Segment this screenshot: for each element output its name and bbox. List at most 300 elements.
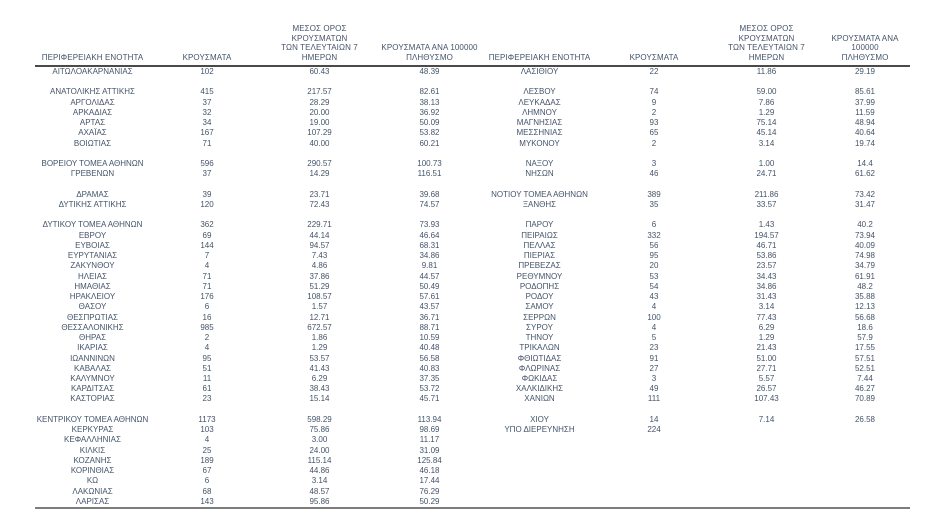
avg7-value-right: 77.43 (756, 312, 777, 322)
avg7-value-right (713, 497, 820, 508)
avg7-value-left: 15.14 (309, 394, 330, 404)
col-header-region-left (35, 24, 150, 66)
spacer-row (35, 405, 910, 415)
cases-value-right: 93 (649, 118, 659, 128)
per100k-value-left: 76.29 (419, 486, 440, 496)
avg7-value-right (713, 435, 820, 445)
per100k-value-left: 39.68 (419, 189, 440, 199)
per100k-value-right (820, 210, 910, 220)
per100k-value-right: 48.2 (857, 281, 873, 291)
per100k-value-left: 74.57 (419, 200, 440, 209)
region-name-left: ΚΟΡΙΝΘΙΑΣ (70, 466, 115, 476)
avg7-value-right (713, 405, 820, 415)
cases-value-right (595, 405, 713, 415)
cases-value-right: 53 (649, 271, 659, 281)
per100k-value-right: 14.4 (857, 159, 873, 169)
per100k-value-left: 40.48 (419, 343, 440, 353)
region-name-right: ΤΡΙΚΑΛΩΝ (519, 343, 560, 353)
cases-value-left: 7 (204, 251, 210, 261)
cases-value-right (595, 476, 713, 486)
table-row (35, 364, 910, 374)
table-row (35, 354, 910, 364)
col-header-per100k-right (820, 24, 910, 66)
avg7-value-right: 75.14 (756, 118, 777, 128)
per100k-value-left: 43.57 (419, 302, 440, 312)
per100k-value-right: 40.09 (854, 240, 876, 250)
avg7-value-left: 44.14 (309, 230, 330, 240)
per100k-value-left: 38.13 (419, 97, 440, 107)
per100k-value-right: 11.59 (855, 107, 875, 117)
per100k-value-right: 56.68 (854, 312, 876, 322)
per100k-value-left: 125.84 (417, 455, 442, 465)
cases-value-right: 49 (649, 384, 659, 394)
region-name-left: ΔΥΤΙΚΗΣ ΑΤΤΙΚΗΣ (58, 200, 127, 209)
cases-value-right: 20 (649, 261, 659, 271)
cases-value-left: 95 (202, 353, 212, 363)
avg7-value-right (713, 466, 820, 476)
table-row (35, 282, 910, 292)
region-name-right: ΠΙΕΡΙΑΣ (523, 251, 556, 261)
cases-value-left: 71 (202, 138, 212, 148)
per100k-value-left: 50.09 (419, 118, 440, 128)
per100k-value-left: 82.61 (419, 87, 440, 97)
avg7-value-right (713, 149, 820, 159)
avg7-value-right: 11.86 (756, 67, 777, 76)
per100k-value-left: 100.73 (417, 159, 442, 169)
table-row (35, 476, 910, 486)
per100k-value-left: 44.57 (419, 271, 440, 281)
cases-value-right: 224 (647, 425, 661, 435)
per100k-value-left: 46.64 (419, 230, 440, 240)
per100k-value-right: 40.64 (854, 128, 876, 138)
avg7-value-right: 59.00 (756, 87, 777, 97)
col-header-region-right (484, 24, 595, 66)
avg7-value-right (713, 210, 820, 220)
cases-value-right: 65 (649, 128, 659, 138)
cases-value-left: 16 (202, 312, 212, 322)
per100k-value-left: 88.71 (419, 322, 440, 332)
per100k-value-right: 29.19 (854, 67, 876, 76)
region-name-right: ΦΛΩΡΙΝΑΣ (518, 363, 561, 373)
cases-value-left: 144 (200, 240, 214, 250)
per100k-value-right: 61.62 (854, 169, 876, 179)
region-name-right: ΧΑΝΙΩΝ (524, 394, 555, 404)
per100k-value-right (820, 446, 910, 456)
avg7-value-right: 31.43 (756, 292, 777, 302)
avg7-value-left: 3.00 (311, 435, 328, 445)
cases-value-left: 120 (200, 200, 214, 209)
region-name-left: ΚΕΝΤΡΙΚΟΥ ΤΟΜΕΑ ΑΘΗΝΩΝ (36, 414, 149, 424)
avg7-value-right: 53.86 (756, 251, 777, 261)
per100k-value-right: 26.58 (854, 414, 876, 424)
avg7-value-right: 3.14 (758, 138, 775, 148)
cases-value-left: 71 (202, 271, 212, 281)
per100k-value-right (820, 476, 910, 486)
region-name-left: ΘΕΣΣΑΛΟΝΙΚΗΣ (61, 322, 124, 332)
table-row (35, 466, 910, 476)
region-name-right (484, 77, 595, 87)
per100k-value-right: 37.99 (854, 97, 876, 107)
cases-value-right: 3 (651, 159, 657, 169)
per100k-value-right: 57.9 (857, 333, 873, 343)
region-name-left: ΓΡΕΒΕΝΩΝ (70, 169, 115, 179)
region-name-right: ΠΕΙΡΑΙΩΣ (521, 230, 558, 240)
col-header-per100k-left-line2: ΠΛΗΘΥΣΜΟ (406, 52, 453, 62)
per100k-value-right: 17.55 (854, 343, 876, 353)
avg7-value-left: 19.00 (309, 118, 330, 128)
col-header-per100k-left (375, 24, 484, 66)
per100k-value-right: 70.89 (854, 394, 876, 404)
col-header-avg7-right (713, 24, 820, 66)
region-name-right: ΜΥΚΟΝΟΥ (519, 138, 560, 148)
per100k-value-right: 19.74 (854, 138, 876, 148)
region-name-left (35, 180, 150, 190)
avg7-value-right: 3.14 (758, 302, 775, 312)
region-name-left: ΚΙΛΚΙΣ (79, 445, 106, 455)
cases-value-right (595, 497, 713, 508)
region-name-right: ΝΟΤΙΟΥ ΤΟΜΕΑ ΑΘΗΝΩΝ (491, 189, 588, 199)
per100k-value-left: 45.71 (419, 394, 440, 404)
per100k-value-right: 57.51 (854, 353, 876, 363)
region-name-right: ΧΑΛΚΙΔΙΚΗΣ (515, 384, 564, 394)
region-name-right (484, 466, 595, 476)
region-name-left: ΚΩ (86, 476, 99, 486)
region-name-left: ΔΡΑΜΑΣ (76, 189, 109, 199)
cases-value-right: 35 (649, 200, 659, 209)
per100k-value-right: 52.51 (854, 363, 876, 373)
per100k-value-right (820, 487, 910, 497)
avg7-value-right: 5.57 (758, 373, 775, 383)
region-name-right: ΠΑΡΟΥ (525, 220, 554, 230)
cases-value-left: 4 (204, 261, 210, 271)
col-header-region-left-label: ΠΕΡΙΦΕΡΕΙΑΚΗ ΕΝΟΤΗΤΑ (41, 52, 144, 62)
per100k-value-left: 17.44 (419, 476, 440, 486)
region-name-left: ΚΕΦΑΛΛΗΝΙΑΣ (64, 435, 121, 445)
regional-cases-table (35, 24, 910, 509)
cases-value-left: 23 (202, 394, 212, 404)
per100k-value-left: 11.17 (419, 435, 440, 445)
cases-value-left: 4 (204, 435, 210, 445)
per100k-value-left (375, 405, 484, 415)
avg7-value-left (264, 149, 375, 159)
cases-value-right (595, 77, 713, 87)
avg7-value-left: 40.00 (309, 138, 330, 148)
cases-value-right: 56 (649, 240, 659, 250)
avg7-value-left: 37.86 (309, 271, 330, 281)
avg7-value-right: 34.43 (756, 271, 777, 281)
cases-value-right: 332 (647, 230, 661, 240)
col-header-avg7-left-line2: ΤΩΝ ΤΕΛΕΥΤΑΙΩΝ 7 ΗΜΕΡΩΝ (281, 43, 358, 62)
region-name-right: ΜΕΣΣΗΝΙΑΣ (516, 128, 563, 138)
region-name-left: ΔΥΤΙΚΟΥ ΤΟΜΕΑ ΑΘΗΝΩΝ (42, 220, 143, 230)
per100k-value-right (820, 456, 910, 466)
per100k-value-right: 40.2 (857, 220, 873, 230)
per100k-value-left (375, 77, 484, 87)
per100k-value-right: 34.79 (854, 261, 876, 271)
per100k-value-right: 48.94 (854, 118, 876, 128)
table-row (35, 415, 910, 425)
region-name-left: ΛΑΡΙΣΑΣ (35, 497, 150, 508)
avg7-value-left: 60.43 (309, 67, 330, 76)
avg7-value-right: 27.71 (756, 363, 777, 373)
cases-value-right (595, 466, 713, 476)
cases-value-right: 23 (649, 343, 659, 353)
per100k-value-left: 36.92 (419, 107, 440, 117)
avg7-value-left: 1.29 (311, 343, 328, 353)
avg7-value-right (713, 77, 820, 87)
col-header-region-right-label: ΠΕΡΙΦΕΡΕΙΑΚΗ ΕΝΟΤΗΤΑ (488, 52, 591, 62)
region-name-left: ΑΡΓΟΛΙΔΑΣ (70, 97, 115, 107)
region-name-right: ΣΕΡΡΩΝ (523, 312, 556, 322)
region-name-right: ΜΑΓΝΗΣΙΑΣ (516, 118, 563, 128)
region-name-right: ΡΟΔΟΥ (525, 292, 554, 302)
region-name-left: ΕΥΡΥΤΑΝΙΑΣ (67, 251, 118, 261)
avg7-value-right: 7.86 (758, 97, 775, 107)
cases-value-right: 91 (649, 353, 659, 363)
cases-value-right: 389 (647, 189, 661, 199)
avg7-value-left: 23.71 (309, 189, 330, 199)
cases-value-left: 51 (202, 363, 212, 373)
table-row (35, 497, 910, 508)
per100k-value-left: 98.69 (419, 425, 440, 435)
table-row (35, 98, 910, 108)
region-name-left: ΚΑΒΑΛΑΣ (74, 363, 111, 373)
region-name-right: ΛΕΣΒΟΥ (523, 87, 556, 97)
region-name-right (484, 435, 595, 445)
per100k-value-left (375, 149, 484, 159)
cases-value-right: 100 (647, 312, 661, 322)
cases-value-right: 5 (651, 333, 657, 343)
per100k-value-right: 74.98 (854, 251, 876, 261)
table-row (35, 446, 910, 456)
table-row (35, 394, 910, 404)
avg7-value-right: 21.43 (756, 343, 777, 353)
table-row (35, 374, 910, 384)
cases-value-left: 11 (202, 373, 212, 383)
spacer-row (35, 180, 910, 190)
per100k-value-right (820, 466, 910, 476)
avg7-value-left: 3.14 (311, 476, 328, 486)
region-name-left: ΚΕΡΚΥΡΑΣ (71, 425, 114, 435)
per100k-value-left: 10.59 (419, 333, 440, 343)
col-header-avg7-left (264, 24, 375, 66)
table-row (35, 118, 910, 128)
table-row (35, 302, 910, 312)
per100k-value-left: 46.18 (419, 466, 440, 476)
table-row (35, 323, 910, 333)
avg7-value-left: 290.57 (307, 159, 332, 169)
avg7-value-right: 34.86 (756, 281, 777, 291)
cases-value-right: 74 (649, 87, 659, 97)
cases-value-left (150, 405, 264, 415)
avg7-value-left: 1.86 (311, 333, 328, 343)
region-name-right: ΛΕΥΚΑΔΑΣ (518, 97, 561, 107)
table-row (35, 169, 910, 179)
cases-value-left: 39 (202, 189, 212, 199)
avg7-value-left: 53.57 (309, 353, 330, 363)
avg7-value-right: 7.14 (758, 414, 775, 424)
cases-value-left: 415 (200, 87, 214, 97)
region-name-right: ΝΗΣΩΝ (525, 169, 554, 179)
cases-value-left: 71 (202, 281, 212, 291)
per100k-value-left: 48.39 (419, 67, 440, 76)
region-name-right: ΛΑΣΙΘΙΟΥ (520, 67, 559, 76)
per100k-value-right (820, 425, 910, 435)
region-name-left: ΙΩΑΝΝΙΝΩΝ (70, 353, 115, 363)
region-name-left: ΑΡΤΑΣ (79, 118, 106, 128)
cases-value-right: 46 (649, 169, 659, 179)
spacer-row (35, 149, 910, 159)
per100k-value-right (820, 405, 910, 415)
cases-value-left: 6 (204, 302, 210, 312)
cases-value-left: 68 (202, 486, 212, 496)
region-name-right: ΦΩΚΙΔΑΣ (521, 373, 558, 383)
spacer-row (35, 210, 910, 220)
avg7-value-left: 4.86 (311, 261, 328, 271)
region-name-left: ΘΕΣΠΡΩΤΙΑΣ (67, 312, 118, 322)
cases-value-right (595, 210, 713, 220)
table-header-row (35, 24, 910, 66)
avg7-value-left: 108.57 (307, 292, 332, 302)
col-header-avg7-right-line2: ΤΩΝ ΤΕΛΕΥΤΑΙΩΝ 7 ΗΜΕΡΩΝ (728, 43, 805, 62)
cases-value-left (150, 77, 264, 87)
avg7-value-left: 115.14 (307, 455, 332, 465)
per100k-value-left: 56.58 (419, 353, 440, 363)
region-name-right: ΤΗΝΟΥ (525, 333, 554, 343)
region-name-left: ΑΝΑΤΟΛΙΚΗΣ ΑΤΤΙΚΗΣ (50, 87, 135, 97)
cases-value-left: 143 (150, 497, 264, 508)
region-name-right: ΣΑΜΟΥ (525, 302, 554, 312)
region-name-right: ΞΑΝΘΗΣ (522, 200, 557, 209)
region-name-left: ΚΑΣΤΟΡΙΑΣ (70, 394, 115, 404)
avg7-value-left: 229.71 (307, 220, 332, 230)
region-name-right: ΥΠΟ ΔΙΕΡΕΥΝΗΣΗ (504, 425, 575, 435)
col-header-avg7-left-line1: ΜΕΣΟΣ ΟΡΟΣ ΚΡΟΥΣΜΑΤΩΝ (291, 24, 348, 43)
table-row (35, 313, 910, 323)
avg7-value-left: 95.86 (264, 497, 375, 508)
table-row (35, 384, 910, 394)
cases-value-right: 54 (649, 281, 659, 291)
cases-value-left: 103 (200, 425, 214, 435)
cases-value-left: 61 (202, 384, 212, 394)
cases-value-right (595, 446, 713, 456)
region-name-left (35, 149, 150, 159)
cases-value-left: 985 (200, 322, 214, 332)
cases-value-right: 6 (651, 220, 657, 230)
region-name-left: ΑΙΤΩΛΟΑΚΑΡΝΑΝΙΑΣ (52, 67, 133, 76)
avg7-value-right: 23.57 (756, 261, 777, 271)
avg7-value-left: 20.00 (309, 107, 330, 117)
avg7-value-left: 672.57 (307, 322, 332, 332)
table-row (35, 292, 910, 302)
table-row (35, 128, 910, 138)
per100k-value-right: 35.88 (854, 292, 876, 302)
region-name-left (35, 210, 150, 220)
region-name-right: ΧΙΟΥ (530, 414, 549, 424)
region-name-left: ΛΑΚΩΝΙΑΣ (72, 486, 113, 496)
table-row (35, 200, 910, 210)
cases-value-left: 37 (202, 169, 212, 179)
region-name-right (484, 497, 595, 508)
avg7-value-right: 194.57 (754, 230, 779, 240)
per100k-value-left: 36.71 (419, 312, 440, 322)
avg7-value-left: 41.43 (309, 363, 330, 373)
cases-value-right: 14 (649, 414, 659, 424)
region-name-left: ΒΟΙΩΤΙΑΣ (73, 138, 112, 148)
col-header-per100k-right-line1: ΚΡΟΥΣΜΑΤΑ ΑΝΑ 100000 (831, 33, 899, 52)
table-row (35, 343, 910, 353)
per100k-value-right (820, 149, 910, 159)
col-header-per100k-right-line2: ΠΛΗΘΥΣΜΟ (841, 52, 889, 62)
cases-value-left (150, 149, 264, 159)
cases-value-right: 2 (651, 138, 657, 148)
per100k-value-right (820, 497, 910, 508)
cases-value-right (595, 149, 713, 159)
region-name-right (484, 456, 595, 466)
avg7-value-left: 48.57 (309, 486, 330, 496)
region-name-left: ΗΜΑΘΙΑΣ (74, 281, 111, 291)
region-name-left: ΘΑΣΟΥ (78, 302, 107, 312)
cases-value-left: 6 (204, 476, 210, 486)
avg7-value-left: 94.57 (309, 240, 330, 250)
region-name-right: ΣΥΡΟΥ (526, 322, 553, 332)
per100k-value-left: 40.83 (419, 363, 440, 373)
avg7-value-right (713, 456, 820, 466)
avg7-value-right: 33.57 (756, 200, 777, 209)
region-name-left: ΒΟΡΕΙΟΥ ΤΟΜΕΑ ΑΘΗΝΩΝ (41, 159, 144, 169)
cases-value-right: 111 (647, 394, 661, 404)
cases-value-right: 27 (649, 363, 659, 373)
avg7-value-left: 51.29 (309, 281, 330, 291)
avg7-value-right: 6.29 (758, 322, 775, 332)
avg7-value-right (713, 446, 820, 456)
table-row (35, 425, 910, 435)
per100k-value-left: 31.09 (419, 445, 440, 455)
table-row (35, 220, 910, 230)
region-name-right (484, 405, 595, 415)
per100k-value-left: 113.94 (417, 414, 442, 424)
region-name-right: ΡΕΘΥΜΝΟΥ (516, 271, 563, 281)
col-header-cases-left (150, 24, 264, 66)
table-row (35, 87, 910, 97)
cases-value-left: 1173 (198, 414, 216, 424)
per100k-value-left: 50.49 (419, 281, 440, 291)
cases-value-right (595, 456, 713, 466)
region-name-left: ΕΥΒΟΙΑΣ (75, 240, 110, 250)
avg7-value-right: 107.43 (754, 394, 779, 404)
per100k-value-left: 34.86 (419, 251, 440, 261)
per100k-value-right: 31.47 (854, 200, 876, 209)
avg7-value-left: 217.57 (307, 87, 332, 97)
avg7-value-left: 28.29 (309, 97, 330, 107)
region-name-right: ΝΑΞΟΥ (525, 159, 554, 169)
per100k-value-right (820, 435, 910, 445)
region-name-right (484, 210, 595, 220)
per100k-value-left: 37.35 (419, 373, 440, 383)
per100k-value-left: 60.21 (419, 138, 440, 148)
region-name-left: ΕΒΡΟΥ (78, 230, 107, 240)
avg7-value-right: 24.71 (756, 169, 777, 179)
per100k-value-right: 73.42 (854, 189, 876, 199)
region-name-right: ΡΟΔΟΠΗΣ (519, 281, 560, 291)
table-row (35, 108, 910, 118)
spacer-row (35, 77, 910, 87)
table-row (35, 435, 910, 445)
region-name-right (484, 149, 595, 159)
region-name-left: ΗΛΕΙΑΣ (78, 271, 107, 281)
region-name-left: ΖΑΚΥΝΘΟΥ (70, 261, 115, 271)
region-name-left: ΚΑΛΥΜΝΟΥ (70, 373, 115, 383)
